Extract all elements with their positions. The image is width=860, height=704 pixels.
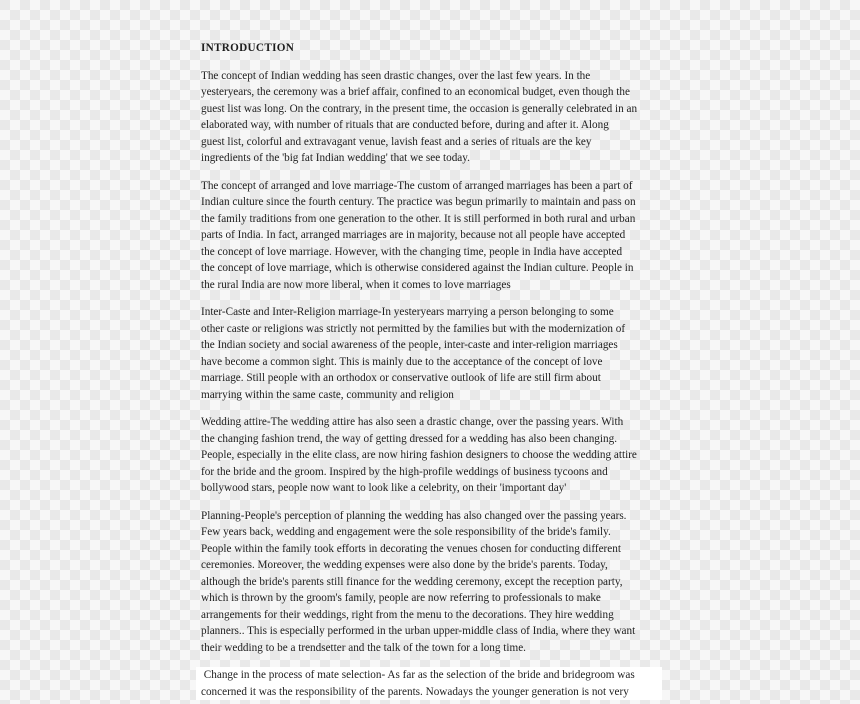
text-line: ingredients of the 'big fat Indian wedding' that we see today. — [201, 152, 470, 164]
text-line: The concept of Indian wedding has seen drastic changes, over the last few years. In the — [201, 69, 591, 82]
text-line: guest list was long. On the contrary, in the present time, the occasion is generally celebrated in an — [201, 102, 638, 115]
text-line: marriage. Still people with an orthodox or conservative outlook of life are still firm about — [201, 372, 601, 384]
text-line: arrangements for their weddings, right from the menu to the decorations. They hire wedding — [201, 608, 614, 621]
text-line: although the bride's parents still finance for the wedding ceremony, except the reception party, — [201, 575, 623, 588]
text-line: Wedding attire-The wedding attire has also seen a drastic change, over the passing years. With — [201, 416, 624, 428]
document-page — [196, 36, 662, 704]
text-line: for the bride and the groom. Inspired by the high-profile weddings of business tycoons and — [201, 465, 608, 478]
text-line: yesteryears, the ceremony was a brief affair, confined to an economical budget, even though the — [201, 86, 630, 98]
text-line: guest list, colorful and extravagant venue, lavish feast and a series of rituals are the key — [201, 135, 592, 148]
text-line: parts of India. In fact, arranged marriages are in majority, because not all people have accepted — [201, 229, 626, 241]
paragraph-wedding-attire — [201, 414, 658, 497]
text-line: planners.. This is especially performed in the urban upper-middle class of India, where they want — [201, 625, 636, 637]
text-line: Indian culture since the fourth century. The practice was begun primarily to maintain and pass on — [201, 196, 636, 208]
text-line: Few years back, wedding and engagement were the sole responsibility of the bride's family. — [201, 526, 611, 538]
text-line: which is thrown by the groom's family, people are now referring to professionals to make — [201, 592, 601, 604]
text-line: the rural India are now more liberal, when it comes to love marriages — [201, 278, 511, 291]
text-line: concerned it was the responsibility of the parents. Nowadays the younger generation is not very — [201, 685, 629, 698]
text-line: the Indian society and social awareness of the people, inter-caste and inter-religion marriages — [201, 339, 618, 351]
paragraph-arranged-love-marriage — [201, 178, 658, 294]
text-line: People, especially in the elite class, are now hiring fashion designers to choose the wedding attire — [201, 449, 637, 461]
text-line: bollywood stars, people now want to look like a celebrity, on their 'important day' — [201, 482, 567, 494]
text-line: the family traditions from one generation to the other. It is still performed in both rural and urban — [201, 212, 636, 225]
text-line: the concept of love marriage. However, with the changing time, people in India have accepted — [201, 245, 623, 258]
text-line: the concept of love marriage, which is otherwise considered against the Indian culture. People in — [201, 262, 634, 274]
paragraph-mate-selection — [196, 667, 662, 700]
text-line: marrying within the same caste, community and religion — [201, 388, 454, 401]
text-line: ceremonies. Moreover, the wedding expenses were also done by the bride's parents. Today, — [201, 559, 608, 571]
text-line: the changing fashion trend, the way of getting dressed for a wedding has also been changing. — [201, 432, 617, 445]
paragraph-planning — [201, 508, 658, 657]
text-line: their wedding to be a trendsetter and the talk of the town for a long time. — [201, 641, 526, 654]
text-line: elaborated way, with number of rituals that are conducted before, during and after it. Along — [201, 119, 609, 131]
document-body — [196, 36, 662, 700]
text-line: other caste or religions was strictly not permitted by the families but with the modernization of — [201, 322, 626, 335]
text-line: have become a common sight. This is mainly due to the acceptance of the concept of love — [201, 355, 603, 368]
paragraph-inter-caste-marriage — [201, 304, 658, 403]
text-line: Change in the process of mate selection- As far as the selection of the bride and bridegroom was — [201, 669, 635, 681]
text-line: People within the family took efforts in decorating the venues chosen for conducting different — [201, 542, 621, 555]
document-heading: INTRODUCTION — [201, 42, 295, 54]
text-line: Inter-Caste and Inter-Religion marriage-In yesteryears marrying a person belonging to some — [201, 306, 614, 318]
text-line: Planning-People's perception of planning the wedding has also changed over the passing years. — [201, 509, 627, 522]
text-line: The concept of arranged and love marriage-The custom of arranged marriages has been a part of — [201, 179, 633, 192]
paragraph-indian-wedding — [201, 68, 658, 167]
